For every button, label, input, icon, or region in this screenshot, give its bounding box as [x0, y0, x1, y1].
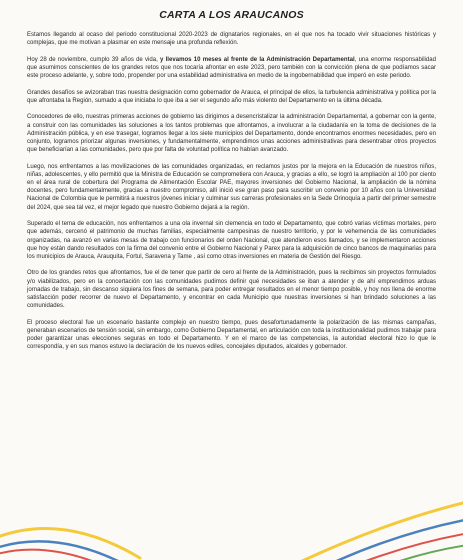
stripe-yellow-left [0, 528, 140, 558]
paragraph-text: Luego, nos enfrentamos a las movilizaciones de las comunidades organizadas, en reclamos justos por la mejora en la Educación de nuestros niños, niñas, adolescentes, y ello permitió que la Ministra de Educación se comprometiera con Arauca, y gracias a ello, se logró la ampliación al 100 por ciento en el área rural de cobertura del Programa de Alimentación Escolar PAE, mayores inversiones del Gobierno Nacional, la ampliación de la nómina docentes, pero fundamentalmente, gracias a nuestro compromiso, allí inició ese gran paso para suscribir un convenio por 10 años con la Universidad Nacional de Colombia que le permitirá a nuestros jóvenes iniciar y culminar sus carreras profesionales en la Sede Orinoquía a partir del primer semestre del 2024, que sea tal vez, el mejor legado que nuestro Gobierno dejará a la región. [27, 163, 436, 211]
paragraph-text: Conocedores de ello, nuestras primeras acciones de gobierno las dirigimos a desencristalizar la administración Departamental, a gobernar con la gente, a construir con las comunidades las soluciones a los tantos problemas que afrontamos, a involucrar a la ciudadanía en la toma de decisiones de la Administración pública, y en ese trasegar, logramos llegar a los siete municipios del Departamento, donde encontramos enormes necesidades, pero en conjunto, logramos priorizar algunas inversiones, y fundamentalmente, emprendimos unas acciones administrativas para desentrabar otros proyectos que beneficiarían a las comunidades, pero que por falta de voluntad política no habían avanzado. [27, 114, 436, 154]
paragraph-5 [27, 163, 436, 212]
stripe-yellow-right [300, 500, 463, 560]
paragraph-6 [27, 220, 436, 261]
paragraph-bold-text: y llevamos 10 meses al frente de la Administración Departamental [160, 56, 355, 63]
paragraph-text: Hoy 28 de noviembre, cumplo 39 años de vida, [27, 56, 161, 63]
paragraph-text: Grandes desafíos se avizoraban tras nuestra designación como gobernador de Arauca, el principal de ellos, la turbulencia administrativa y política por la que afrontaba la Región, sumado a que iniciaba lo que iba a ser el segundo año más violento del Departamento en la última década. [27, 89, 436, 104]
paragraph-3 [27, 89, 436, 105]
paragraph-text: El proceso electoral fue un escenario bastante complejo en nuestro tiempo, pues desafortunadamente la polarización de las mismas campañas, generaban escenarios de tensión social, sin embargo, como Gobierno Departamental, en articulación con toda la institucionalidad pudimos trabajar para poder garantizar unas elecciones seguras en todo el Departamento. Y en el marco de las competencias, la autoridad electoral hizo lo que le correspondía, y en sus manos estuvo la declaración de los nuevos ediles, concejales diputados, alcaldes y gobernador. [27, 319, 436, 351]
stripe-red-right [355, 532, 463, 560]
paragraph-text: Estamos llegando al ocaso del periodo constitucional 2020-2023 de dignatarios regionales, en el que nos ha tocado vivir situaciones históricas y complejas, que me motivan a plasmar en este mensaje una profunda reflexión. [27, 32, 436, 47]
paragraph-1 [27, 31, 436, 47]
paragraph-8 [27, 319, 436, 352]
paragraph-text: Superado el tema de educación, nos enfrentamos a una ola invernal sin clemencia en todo el Departamento, que cobró varias víctimas mortales, pero que además, cercenó el patrimonio de muchas familias, especialmente campesinas de nuestro territorio, y por le vehemencia de las comunidades organizadas, na avanzó en varias mesas de trabajo con funcionarios del orden Nacional, que atendieron esos llamados, y se implementaron acciones que hoy están dando resultados con la firma del convenio entre el Gobierno Nacional y Parex para la adquisición de cinco bancos de maquinarias para los municipios de Arauca, Arauquita, Fortul, Saravena y Tame , así como otras inversiones en materia de Gestión del Riesgo. [27, 221, 436, 260]
letter-body [27, 31, 436, 360]
paragraph-text: , una enorme responsabilidad que asumimos conscientes de los grandes retos que nos tocaría afrontar en este 2023, pero también con la convicción plena de que podíamos sacar este proceso adelante, y, sobre todo, propender por una estabilidad administrativa en medio de la ingobernabilidad que imperó en este periodo. [27, 56, 436, 80]
paragraph-2 [27, 56, 436, 81]
decorative-stripes [0, 470, 463, 560]
stripe-red-left [0, 550, 100, 560]
page-title: CARTA A LOS ARAUCANOS [159, 9, 304, 21]
paragraph-4 [27, 113, 436, 154]
stripe-blue-right [330, 518, 463, 560]
paragraph-text: Otro de los grandes retos que afrontamos, fue el de tener que partir de cero al frente de la Administración, pues la recibimos sin proyectos formulados y/o viabilizados, pero en la concertación con las comunidades pudimos definir qué necesidades se iban a atender y de ahí emprendimos arduas jornadas de trabajo, sin descanso siquiera los fines de semana, para poder entregar resultados en el menor tiempo posible, y hoy nos llena de enorme satisfacción poder recorrer de nuevo el Departamento, y encontrar en cada Municipio que nuestras inversiones si han brindado soluciones a las comunidades. [27, 270, 436, 310]
stripe-green-right [385, 544, 463, 560]
stripe-blue-left [0, 541, 120, 560]
paragraph-7 [27, 269, 436, 310]
